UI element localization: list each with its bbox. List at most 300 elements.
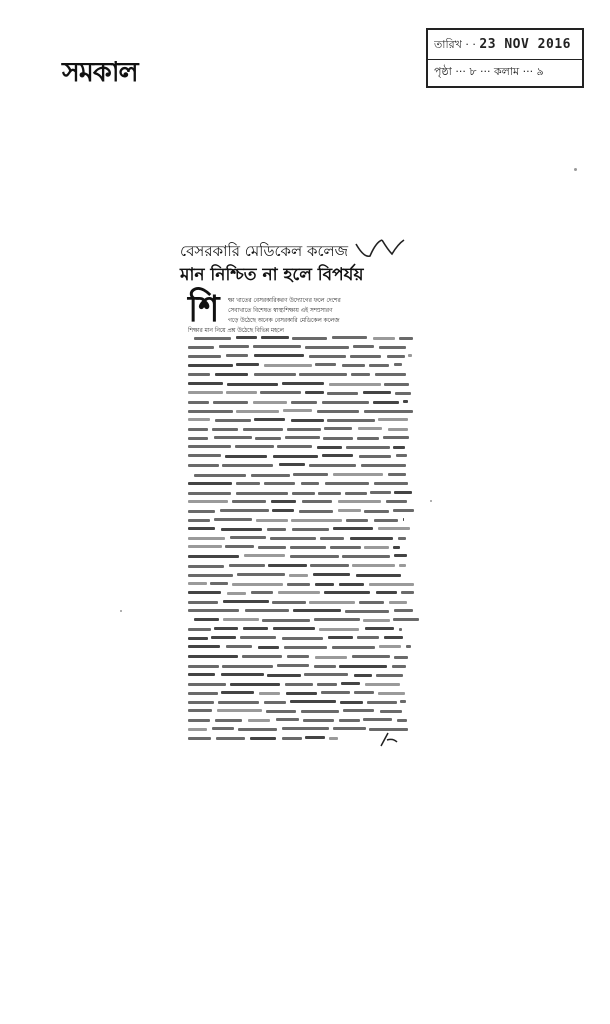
- body-text-line: [386, 500, 407, 503]
- body-text-line: [401, 591, 414, 594]
- body-text-line: [350, 355, 381, 358]
- body-text-line: [212, 727, 234, 730]
- body-text-line: [305, 346, 349, 349]
- body-text-line: [251, 474, 290, 477]
- body-text-line: [220, 509, 269, 512]
- body-text-line: [225, 455, 267, 458]
- body-text-line: [188, 482, 232, 485]
- body-text-line: [267, 528, 286, 531]
- body-text-line: [188, 692, 218, 695]
- body-text-line: [400, 700, 406, 703]
- body-text-line: [320, 537, 344, 540]
- body-text-line: [396, 454, 407, 457]
- body-text-line: [253, 401, 287, 404]
- body-text-line: [333, 527, 373, 530]
- body-text-line: [188, 545, 222, 548]
- body-text-line: [325, 482, 369, 485]
- body-text-line: [394, 609, 413, 612]
- body-text-line: [363, 619, 390, 622]
- body-text-line: [329, 737, 338, 740]
- body-text-line: [361, 464, 406, 467]
- body-text-line: [309, 464, 356, 467]
- body-text-line: [314, 618, 360, 621]
- body-text-line: [262, 619, 310, 622]
- body-text-line: [408, 354, 412, 357]
- stamp-page-row: [434, 61, 578, 83]
- body-text-line: [217, 709, 262, 712]
- body-text-line: [343, 709, 374, 712]
- body-text-line: [304, 673, 348, 676]
- body-text-line: [222, 464, 273, 467]
- stamp-column-label: কলাম: [493, 65, 520, 78]
- body-text-line: [293, 609, 341, 612]
- body-text-line: [188, 655, 238, 658]
- body-text-line: [389, 601, 407, 604]
- body-text-line: [248, 719, 270, 722]
- stamp-date-row: [434, 34, 578, 56]
- body-text-line: [188, 555, 239, 558]
- body-text-line: [188, 645, 220, 648]
- body-text-line: [322, 454, 353, 457]
- body-text-line: [237, 573, 285, 576]
- body-text-line: [324, 427, 352, 430]
- body-text-line: [327, 419, 375, 422]
- body-text-line: [258, 546, 286, 549]
- body-text-line: [242, 655, 282, 658]
- body-text-line: [271, 500, 296, 503]
- body-text-line: [339, 665, 387, 668]
- body-text-line: [290, 546, 326, 549]
- body-text-line: [270, 537, 316, 540]
- body-text-line: [393, 509, 414, 512]
- body-text-line: [282, 737, 302, 740]
- body-text-line: [301, 482, 319, 485]
- body-text-line: [394, 554, 407, 557]
- body-text-line: [339, 719, 360, 722]
- body-text-line: [317, 683, 337, 686]
- body-text-line: [188, 500, 228, 503]
- body-text-line: [299, 510, 333, 513]
- body-text-line: [223, 618, 259, 621]
- body-text-line: [364, 546, 389, 549]
- body-text-line: [188, 719, 210, 722]
- body-text-line: [287, 428, 321, 431]
- body-text-line: [393, 618, 419, 621]
- body-text-line: [403, 518, 404, 521]
- body-text-line: [376, 674, 403, 677]
- body-text-line: [346, 446, 390, 449]
- body-text-line: [318, 492, 341, 495]
- body-text-line: [286, 692, 317, 695]
- body-text-line: [282, 727, 329, 730]
- body-text-line: [333, 727, 366, 730]
- body-text-line: [293, 473, 328, 476]
- body-text-line: [253, 345, 301, 348]
- body-text-line: [243, 627, 268, 630]
- body-text-line: [388, 428, 408, 431]
- body-text-line: [321, 691, 350, 694]
- body-text-line: [376, 591, 397, 594]
- body-text-line: [367, 701, 397, 704]
- body-text-line: [383, 436, 409, 439]
- body-text-line: [211, 636, 236, 639]
- body-text-line: [214, 627, 238, 630]
- body-text-line: [315, 583, 334, 586]
- body-text-line: [332, 646, 375, 649]
- body-text-line: [357, 437, 379, 440]
- body-text-line: [188, 428, 208, 431]
- body-text-line: [378, 527, 410, 530]
- body-text-line: [359, 455, 391, 458]
- body-text-line: [240, 636, 276, 639]
- body-text-line: [399, 628, 402, 631]
- body-text-line: [373, 337, 395, 340]
- body-text-line: [353, 345, 374, 348]
- body-text-line: [188, 464, 219, 467]
- body-text-line: [397, 719, 407, 722]
- body-text-line: [188, 364, 233, 367]
- body-text-line: [285, 683, 313, 686]
- body-text-line: [276, 718, 299, 721]
- body-text-line: [221, 691, 254, 694]
- body-text-line: [287, 583, 310, 586]
- body-text-line: [188, 437, 208, 440]
- body-text-line: [375, 373, 406, 376]
- body-text-line: [315, 363, 336, 366]
- body-text-line: [291, 519, 342, 522]
- body-text-line: [272, 509, 294, 512]
- scan-speck: [120, 610, 122, 612]
- body-text-line: [254, 354, 304, 357]
- body-line: ক্ষা খাতের বেসরকারিকরণ উদ্যোগের ফলে দেশের: [228, 298, 341, 304]
- body-text-line: [365, 683, 400, 686]
- body-text-line: [364, 410, 413, 413]
- stamp-divider: [428, 59, 582, 60]
- body-text-line: [305, 736, 325, 739]
- body-text-line: [374, 482, 408, 485]
- body-text-line: [330, 546, 361, 549]
- scan-speck: [430, 500, 432, 502]
- body-text-line: [254, 418, 285, 421]
- body-line: সেবাখাতে বিশেষত স্বাস্থ্যশিক্ষায় এই সম্প্রসারণ: [228, 308, 333, 314]
- body-text-line: [354, 691, 374, 694]
- body-text-line: [289, 574, 308, 577]
- handwritten-check-mark-icon: [352, 236, 408, 262]
- body-text-line: [378, 418, 408, 421]
- body-text-line: [395, 392, 411, 395]
- body-text-line: [188, 683, 226, 686]
- stamp-date-label: তারিখ: [434, 38, 462, 51]
- body-text-line: [369, 583, 414, 586]
- body-text-line: [358, 427, 382, 430]
- body-text-line: [359, 601, 384, 604]
- body-text-line: [235, 445, 274, 448]
- body-text-line: [394, 656, 408, 659]
- body-text-line: [315, 656, 347, 659]
- body-text-line: [227, 383, 278, 386]
- body-text-line: [188, 737, 211, 740]
- body-text-line: [363, 391, 391, 394]
- body-text-line: [188, 601, 218, 604]
- body-text-line: [238, 728, 277, 731]
- body-text-line: [303, 719, 334, 722]
- body-text-line: [214, 518, 252, 521]
- body-text-line: [292, 492, 315, 495]
- body-text-line: [314, 665, 336, 668]
- body-text-line: [282, 382, 324, 385]
- body-text-line: [188, 519, 210, 522]
- body-text-line: [236, 482, 260, 485]
- body-text-line: [352, 564, 395, 567]
- body-text-line: [323, 437, 353, 440]
- body-text-line: [374, 519, 398, 522]
- body-text-line: [345, 610, 389, 613]
- body-text-line: [188, 609, 239, 612]
- body-text-line: [264, 364, 312, 367]
- body-text-line: [188, 445, 231, 448]
- body-text-line: [345, 492, 367, 495]
- body-text-line: [378, 692, 405, 695]
- body-text-line: [226, 391, 257, 394]
- body-text-line: [212, 428, 238, 431]
- body-text-line: [250, 737, 276, 740]
- body-text-line: [229, 564, 265, 567]
- body-text-line: [392, 665, 406, 668]
- body-text-line: [188, 492, 231, 495]
- body-text-line: [313, 573, 350, 576]
- body-text-line: [290, 700, 336, 703]
- body-text-line: [365, 627, 394, 630]
- body-text-line: [292, 528, 329, 531]
- body-text-line: [188, 565, 224, 568]
- body-text-line: [188, 373, 210, 376]
- body-text-line: [338, 509, 361, 512]
- body-text-line: [245, 609, 289, 612]
- date-stamp-box: [426, 28, 584, 88]
- body-text-line: [327, 392, 358, 395]
- body-text-line: [230, 536, 266, 539]
- body-text-line: [210, 582, 228, 585]
- body-text-line: [346, 519, 368, 522]
- body-text-line: [277, 445, 312, 448]
- body-text-line: [384, 636, 403, 639]
- body-text-line: [364, 510, 389, 513]
- body-text-line: [279, 463, 305, 466]
- body-text-line: [260, 391, 301, 394]
- body-text-line: [188, 537, 225, 540]
- body-text-line: [236, 492, 288, 495]
- body-text-line: [219, 345, 249, 348]
- body-text-line: [243, 428, 283, 431]
- body-text-line: [222, 665, 273, 668]
- body-text-line: [255, 437, 281, 440]
- body-text-line: [363, 718, 392, 721]
- body-text-line: [290, 555, 339, 558]
- body-text-line: [256, 519, 288, 522]
- body-text-line: [236, 336, 257, 339]
- body-text-line: [333, 473, 383, 476]
- body-text-line: [188, 665, 219, 668]
- body-text-line: [277, 664, 309, 667]
- body-text-line: [370, 491, 391, 494]
- body-text-line: [379, 346, 406, 349]
- body-text-line: [341, 682, 360, 685]
- body-text-line: [301, 710, 339, 713]
- body-text-line: [278, 591, 320, 594]
- article-dropcap: শি: [188, 289, 220, 330]
- body-text-line: [223, 600, 269, 603]
- body-text-line: [302, 500, 332, 503]
- body-text-line: [215, 373, 248, 376]
- body-text-line: [317, 410, 359, 413]
- body-text-line: [291, 419, 324, 422]
- body-text-line: [387, 355, 405, 358]
- body-text-line: [342, 555, 390, 558]
- body-text-line: [342, 364, 365, 367]
- body-text-line: [227, 592, 246, 595]
- body-text-line: [357, 636, 379, 639]
- body-text-line: [273, 455, 318, 458]
- body-text-line: [232, 583, 283, 586]
- body-text-line: [188, 701, 214, 704]
- body-text-line: [394, 491, 412, 494]
- body-text-line: [403, 400, 408, 403]
- headline-line-2: মান নিশ্চিত না হলে বিপর্যয়: [180, 265, 364, 285]
- body-text-line: [388, 473, 406, 476]
- body-line: শিক্ষার মান নিয়ে প্রশ্ন উঠেছে বিভিন্ন মহলে: [188, 328, 284, 334]
- body-text-line: [292, 337, 327, 340]
- body-text-line: [379, 645, 401, 648]
- body-text-line: [406, 645, 411, 648]
- body-text-line: [329, 383, 381, 386]
- body-text-line: [356, 574, 401, 577]
- stamp-page-value: ৮: [469, 65, 477, 78]
- body-text-line: [251, 591, 273, 594]
- handwritten-end-mark-icon: [378, 730, 400, 748]
- body-text-line: [399, 337, 413, 340]
- body-text-line: [244, 554, 285, 557]
- body-text-line: [232, 500, 266, 503]
- body-text-line: [287, 655, 309, 658]
- body-text-line: [221, 528, 262, 531]
- body-text-line: [340, 701, 363, 704]
- body-text-line: [291, 401, 317, 404]
- body-text-line: [354, 674, 372, 677]
- body-text-line: [194, 618, 219, 621]
- body-text-line: [188, 391, 223, 394]
- body-text-line: [216, 737, 245, 740]
- body-text-line: [188, 582, 207, 585]
- body-text-line: [188, 510, 215, 513]
- body-text-line: [384, 383, 409, 386]
- body-line: গড়ে উঠেছে অনেক বেসরকারি মেডিকেল কলেজ: [228, 318, 340, 324]
- body-text-line: [188, 418, 210, 421]
- stamp-date-value: 23 NOV 2016: [479, 37, 571, 52]
- body-text-line: [194, 337, 231, 340]
- body-text-line: [305, 391, 324, 394]
- body-text-line: [261, 336, 289, 339]
- body-text-line: [226, 645, 252, 648]
- body-text-line: [267, 674, 301, 677]
- newspaper-masthead: সমকাল: [62, 57, 138, 88]
- body-text-line: [188, 454, 221, 457]
- body-text-line: [218, 701, 259, 704]
- body-text-line: [324, 591, 370, 594]
- stamp-dots: ···: [522, 65, 537, 78]
- body-text-line: [194, 474, 246, 477]
- body-text-line: [188, 401, 209, 404]
- body-text-line: [236, 363, 259, 366]
- body-text-line: [317, 446, 342, 449]
- body-text-line: [264, 482, 295, 485]
- body-text-line: [272, 601, 306, 604]
- body-text-line: [399, 564, 406, 567]
- body-text-line: [285, 436, 320, 439]
- body-text-line: [394, 363, 402, 366]
- body-text-line: [350, 537, 393, 540]
- headline-line-1: বেসরকারি মেডিকেল কলেজ: [180, 242, 349, 260]
- scan-speck: [574, 168, 577, 171]
- body-text-line: [236, 410, 279, 413]
- body-text-line: [188, 355, 221, 358]
- body-text-line: [309, 355, 346, 358]
- body-text-line: [338, 500, 381, 503]
- body-text-line: [188, 382, 223, 385]
- body-text-line: [398, 537, 406, 540]
- body-text-line: [351, 373, 370, 376]
- body-text-line: [214, 436, 252, 439]
- stamp-page-label: পৃষ্ঠা: [434, 65, 452, 78]
- body-text-line: [188, 591, 221, 594]
- body-text-line: [188, 728, 207, 731]
- stamp-dots: ···: [479, 65, 494, 78]
- body-text-line: [352, 655, 390, 658]
- stamp-dots: · ·: [465, 38, 480, 51]
- body-text-line: [322, 401, 369, 404]
- body-text-line: [221, 673, 264, 676]
- body-text-line: [188, 637, 208, 640]
- body-text-line: [188, 346, 214, 349]
- body-text-line: [309, 601, 355, 604]
- body-text-line: [328, 636, 353, 639]
- body-text-line: [230, 683, 280, 686]
- body-text-line: [215, 719, 242, 722]
- body-text-line: [283, 409, 312, 412]
- body-text-line: [258, 646, 279, 649]
- body-text-line: [282, 637, 323, 640]
- body-text-line: [268, 564, 307, 567]
- body-text-line: [339, 583, 364, 586]
- body-text-line: [380, 710, 402, 713]
- body-text-line: [273, 627, 315, 630]
- body-text-line: [188, 673, 215, 676]
- body-text-line: [188, 574, 233, 577]
- body-text-line: [266, 710, 296, 713]
- article-body-text: [188, 289, 418, 748]
- body-text-line: [188, 527, 215, 530]
- stamp-dots: ···: [455, 65, 470, 78]
- stamp-column-value: ৯: [536, 65, 544, 78]
- body-text-line: [369, 364, 389, 367]
- body-text-line: [264, 701, 286, 704]
- body-text-line: [310, 564, 349, 567]
- body-text-line: [373, 401, 399, 404]
- body-text-line: [226, 354, 248, 357]
- body-text-line: [188, 628, 211, 631]
- body-text-line: [299, 373, 347, 376]
- body-text-line: [332, 336, 367, 339]
- body-text-line: [284, 646, 327, 649]
